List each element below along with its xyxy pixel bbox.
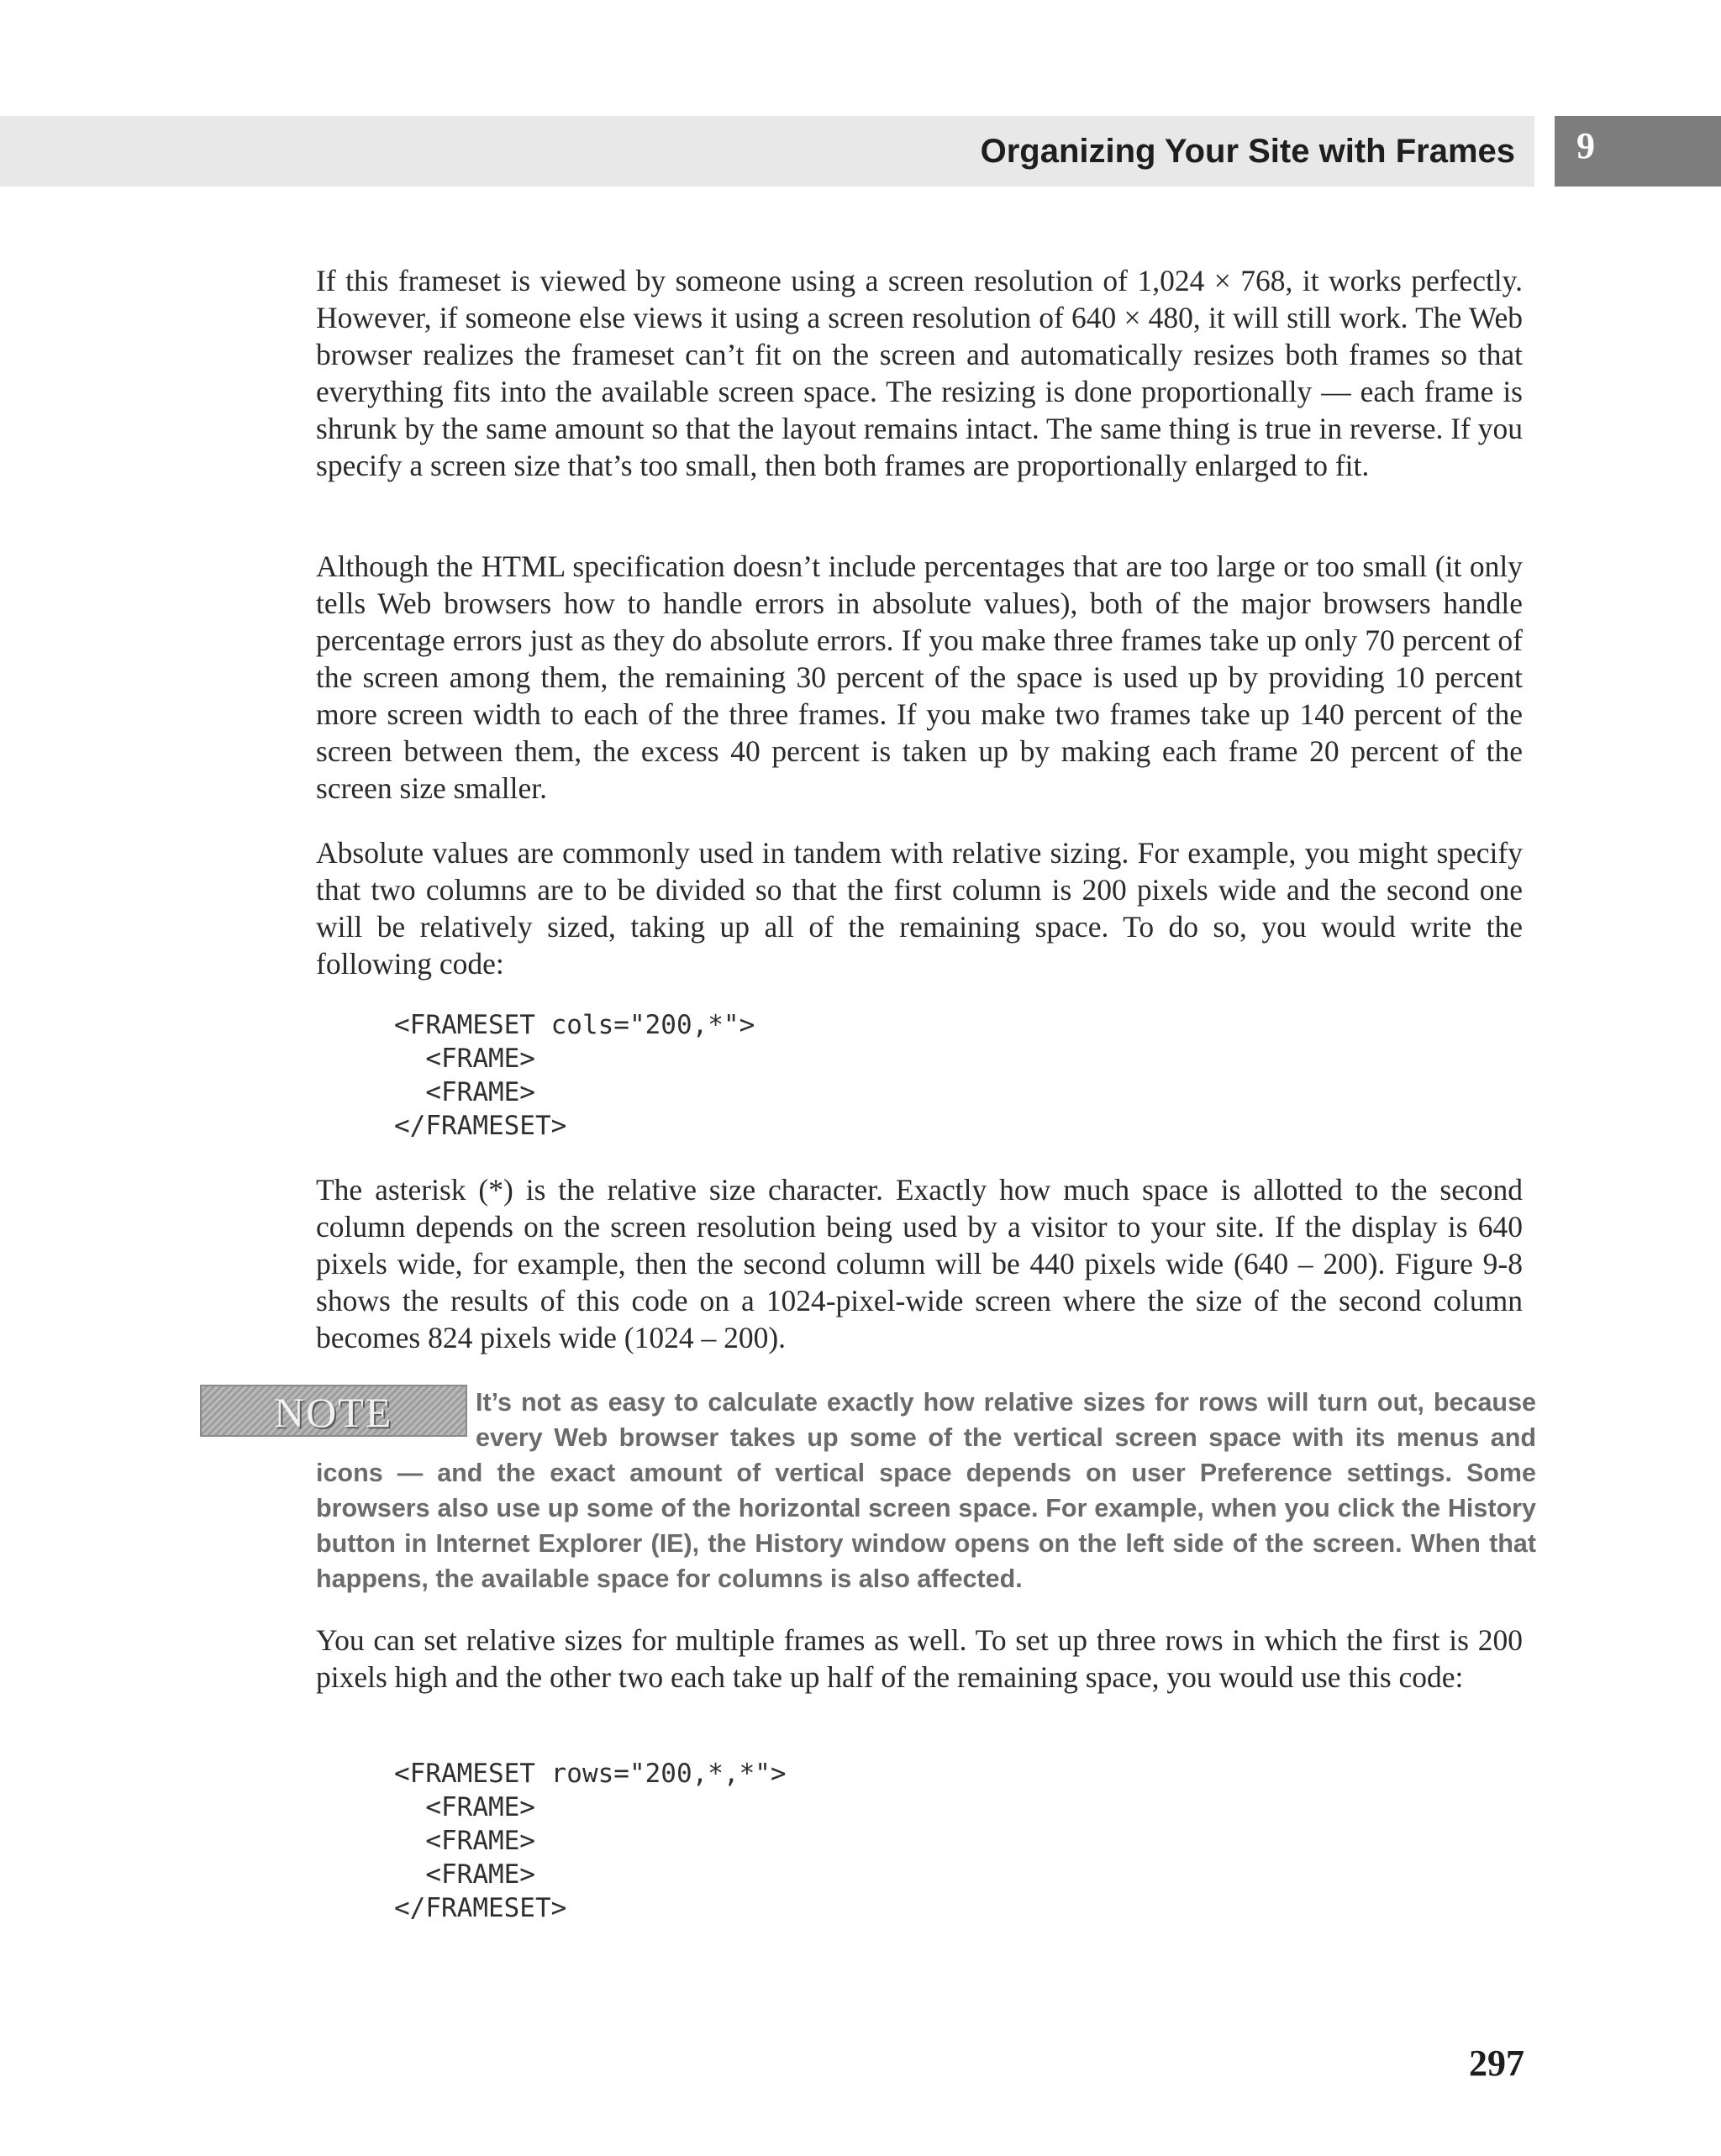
chapter-number-box	[1555, 116, 1721, 187]
chapter-title: Organizing Your Site with Frames	[980, 133, 1515, 170]
paragraph-5: You can set relative sizes for multiple frames as well. To set up three rows in which the first is 200 pixels high and the other two each take up half of the remaining space, you would use this code:	[316, 1623, 1523, 1694]
note-body: It’s not as easy to calculate exactly how relative sizes for rows will turn out, because every Web browser takes up some of the vertical screen space with its menus and icons — and the exact amount of vertical space depends on user Preference settings. Some browsers also use up some of the horizontal screen space. For example, when you click the History button in Internet Explorer (IE), the History window opens on the left side of the screen. When that happens, the available space for columns is also affected.	[316, 1388, 1536, 1593]
paragraph-2: Although the HTML specification doesn’t include percentages that are too large or too small (it only tells Web browsers how to handle errors in absolute values), both of the major browsers handle percentage errors just as they do absolute errors. If you make three frames take up only 70 percent of the screen among them, the remaining 30 percent of the space is used up by providing 10 percent more screen width to each of the three frames. If you make two frames take up 140 percent of the screen between them, the excess 40 percent is taken up by making each frame 20 percent of the screen size smaller.	[316, 550, 1523, 805]
paragraph-3: Absolute values are commonly used in tandem with relative sizing. For example, you might specify that two columns are to be divided so that the first column is 200 pixels wide and the second one will be relatively sized, taking up all of the remaining space. To do so, you would write the following code:	[316, 836, 1523, 981]
paragraph-4: The asterisk (*) is the relative size character. Exactly how much space is allotted to the second column depends on the screen resolution being used by a visitor to your site. If the display is 640 pixels wide, for example, then the second column will be 440 pixels wide (640 – 200). Figure 9-8 shows the results of this code on a 1024-pixel-wide screen where the size of the second column becomes 824 pixels wide (1024 – 200).	[316, 1173, 1523, 1354]
chapter-number: 9	[1576, 125, 1595, 166]
code-block-rows: <FRAMESET rows="200,*,*"> <FRAME> <FRAME> <FRAME> </FRAMESET>	[394, 1759, 787, 1923]
note-icon-spacer	[316, 1385, 476, 1454]
code-block-cols: <FRAMESET cols="200,*"> <FRAME> <FRAME> </FRAMESET>	[394, 1010, 755, 1141]
page-number: 297	[1469, 2043, 1524, 2084]
note-label: NOTE	[274, 1389, 393, 1436]
note-text	[316, 1385, 1536, 1596]
paragraph-1: If this frameset is viewed by someone using a screen resolution of 1,024 × 768, it works perfectly. However, if someone else views it using a screen resolution of 640 × 480, it will still work. The Web browser realizes the frameset can’t fit on the screen and automatically resizes both frames so that everything fits into the available screen space. The resizing is done proportionally — each frame is shrunk by the same amount so that the layout remains intact. The same thing is true in reverse. If you specify a screen size that’s too small, then both frames are proportionally enlarged to fit.	[316, 264, 1523, 482]
